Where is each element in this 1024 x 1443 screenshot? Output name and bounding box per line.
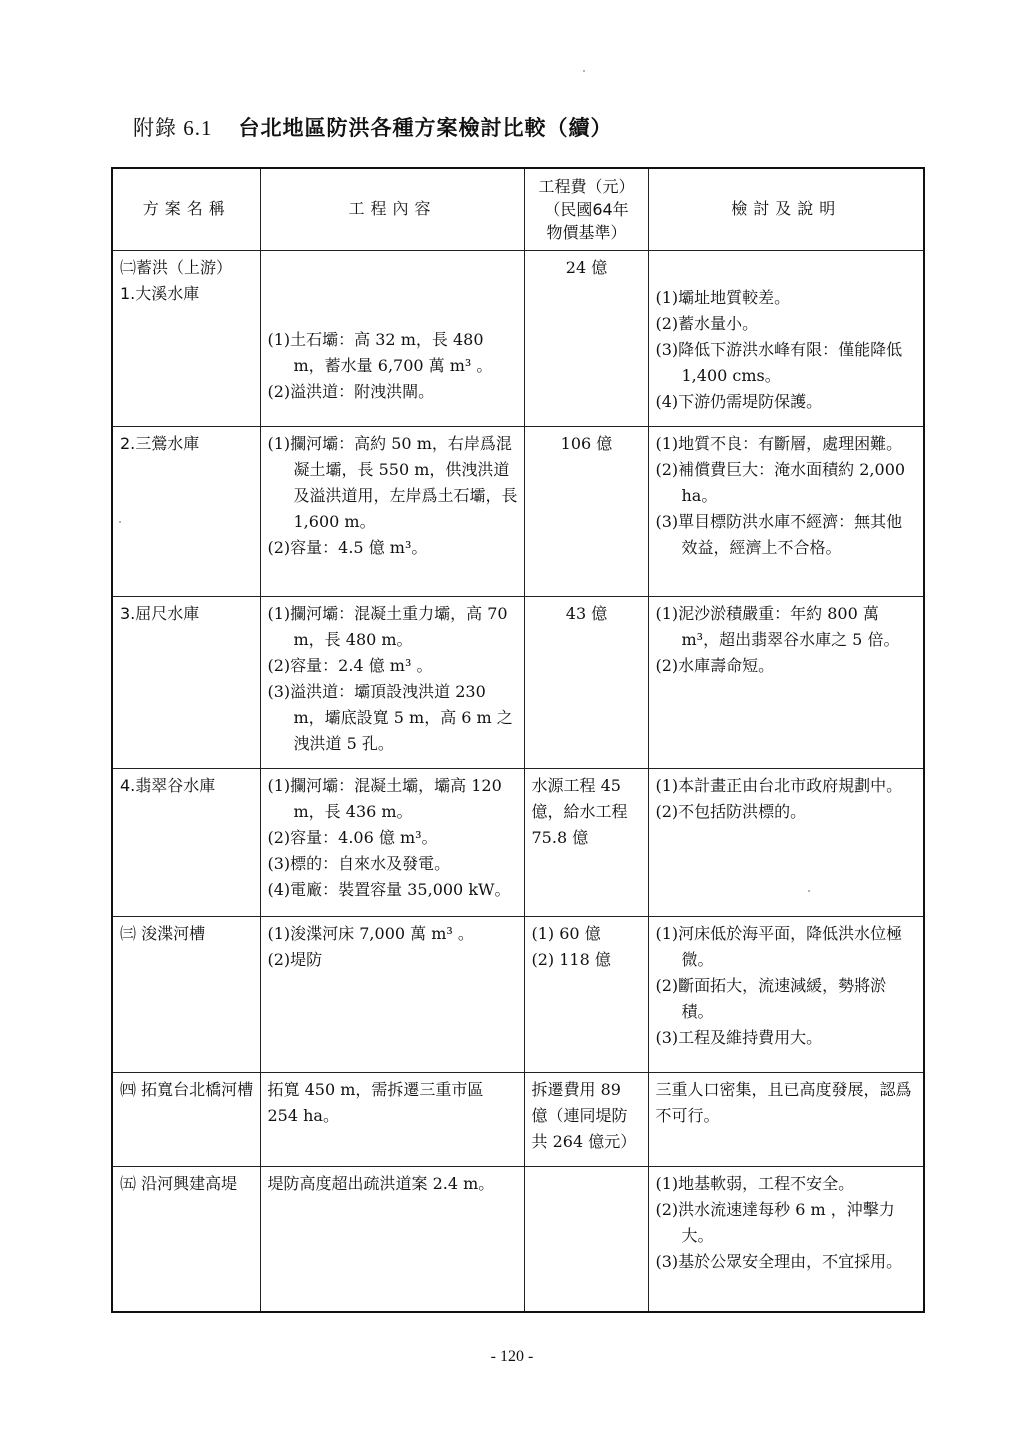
row-cost xyxy=(524,1072,648,1166)
row-review xyxy=(648,596,924,768)
review-item: (3)單目標防洪水庫不經濟：無其他效益，經濟上不合格。 xyxy=(655,511,903,557)
row-cost xyxy=(524,916,648,1072)
cost-value: 43 億 xyxy=(565,603,608,623)
row-content xyxy=(260,596,524,768)
row-name xyxy=(112,916,260,1072)
row-content xyxy=(260,768,524,916)
row-content xyxy=(260,916,524,1072)
content-item: (1)攔河壩：高約 50 m，右岸爲混凝土壩，長 550 m，供洩洪道及溢洪道用，左岸爲土石壩，長 1,600 m。 xyxy=(267,433,518,531)
content-item: (1)攔河壩：混凝土壩，壩高 120 m，長 436 m。 xyxy=(267,775,502,821)
review-item: (1)河床低於海平面，降低洪水位極微。 xyxy=(655,923,903,969)
review-item: (2)補償費巨大：淹水面積約 2,000 ha。 xyxy=(655,459,906,505)
scan-speck xyxy=(583,70,585,72)
scan-speck xyxy=(119,521,121,523)
table-row xyxy=(112,1072,924,1166)
review-item: (1)泥沙淤積嚴重：年約 800 萬 m³，超出翡翠谷水庫之 5 倍。 xyxy=(655,603,900,649)
row-name-line: 1.大溪水庫 xyxy=(120,283,200,303)
table-row xyxy=(112,596,924,768)
content-item: (2)容量：2.4 億 m³ 。 xyxy=(267,655,433,675)
row-review xyxy=(648,250,924,426)
table-row xyxy=(112,768,924,916)
row-review xyxy=(648,916,924,1072)
content-item: (2)溢洪道：附洩洪閘。 xyxy=(267,382,435,401)
header-cost xyxy=(524,168,648,250)
table-row xyxy=(112,426,924,596)
row-cost xyxy=(524,768,648,916)
row-name-line: ㈢ 浚渫河槽 xyxy=(120,923,206,943)
header-review: 檢討及說明 xyxy=(648,168,924,250)
row-review xyxy=(648,426,924,596)
row-content xyxy=(260,1166,524,1312)
table-row xyxy=(112,1166,924,1312)
content-item: (3)溢洪道：壩頂設洩洪道 230 m，壩底設寬 5 m，高 6 m 之洩洪道 5 孔。 xyxy=(267,681,513,753)
review-item: (1)壩址地質較差。 xyxy=(655,287,791,307)
content-item: (3)標的：自來水及發電。 xyxy=(267,853,451,873)
table-row xyxy=(112,916,924,1072)
review-item: (2)不包括防洪標的。 xyxy=(655,801,807,821)
header-row xyxy=(112,168,924,250)
page-title xyxy=(133,112,613,142)
row-content xyxy=(260,426,524,596)
header-name: 方案名稱 xyxy=(112,168,260,250)
review-item: (1)地質不良：有斷層，處理困難。 xyxy=(655,433,903,453)
cost-value: 106 億 xyxy=(560,433,613,453)
content-item: (2)容量：4.5 億 m³。 xyxy=(267,537,428,557)
header-content: 工程內容 xyxy=(260,168,524,250)
review-item: (1)本計畫正由台北市政府規劃中。 xyxy=(655,775,903,795)
row-name xyxy=(112,768,260,916)
review-item: (1)地基軟弱，工程不安全。 xyxy=(655,1173,855,1193)
row-name-line: 4.翡翠谷水庫 xyxy=(120,775,216,795)
comparison-table xyxy=(111,167,925,1313)
row-name-line: 3.屈尺水庫 xyxy=(120,603,200,623)
row-name xyxy=(112,426,260,596)
content-item: (2)容量：4.06 億 m³。 xyxy=(267,827,438,847)
row-name-line: ㈣ 拓寬台北橋河槽 xyxy=(120,1079,254,1099)
row-review xyxy=(648,1072,924,1166)
appendix-number: 附錄 6.1 xyxy=(133,116,213,140)
header-cost-line: （民國64年 xyxy=(544,199,629,219)
review-item: (2)洪水流速達每秒 6 m ，沖擊力大。 xyxy=(655,1199,895,1245)
row-cost xyxy=(524,1166,648,1312)
page-number: - 120 - xyxy=(490,1348,534,1365)
row-content xyxy=(260,1072,524,1166)
review-item: (2)蓄水量小。 xyxy=(655,313,759,333)
content-item: (1)土石壩：高 32 m，長 480 m，蓄水量 6,700 萬 m³ 。 xyxy=(267,330,493,375)
row-name xyxy=(112,1166,260,1312)
content-item: (1)攔河壩：混凝土重力壩，高 70 m，長 480 m。 xyxy=(267,603,508,649)
scan-speck xyxy=(808,890,810,892)
cost-value: (2) 118 億 xyxy=(531,949,611,969)
row-name xyxy=(112,250,260,426)
content-item: 堤防高度超出疏洪道案 2.4 m。 xyxy=(267,1173,495,1193)
header-cost-line: 工程費（元） xyxy=(538,176,635,196)
content-item: (2)堤防 xyxy=(267,949,323,969)
row-name-line: ㈤ 沿河興建高堤 xyxy=(120,1173,238,1193)
row-name xyxy=(112,1072,260,1166)
title-text: 台北地區防洪各種方案檢討比較（續） xyxy=(238,116,613,140)
header-cost-line: 物價基準） xyxy=(546,222,627,242)
table-row xyxy=(112,250,924,426)
row-name-line: 2.三鶯水庫 xyxy=(120,433,200,453)
review-item: (3)降低下游洪水峰有限：僅能降低 1,400 cms。 xyxy=(655,339,903,385)
cost-value: 拆遷費用 89 億（連同堤防共 264 億元） xyxy=(531,1079,637,1151)
content-item: (4)電廠：裝置容量 35,000 kW。 xyxy=(267,879,511,899)
row-content xyxy=(260,250,524,426)
row-review xyxy=(648,1166,924,1312)
review-item: (3)基於公眾安全理由，不宜採用。 xyxy=(655,1251,903,1271)
row-cost xyxy=(524,426,648,596)
review-item: (2)斷面拓大，流速減緩，勢將淤積。 xyxy=(655,975,887,1021)
cost-value: 水源工程 45 億，給水工程 75.8 億 xyxy=(531,775,628,847)
row-cost xyxy=(524,250,648,426)
row-name-line: ㈡蓄洪（上游） xyxy=(120,257,233,277)
cost-value: 24 億 xyxy=(565,257,608,277)
review-item: 三重人口密集，且已高度發展，認爲不可行。 xyxy=(655,1079,912,1125)
row-cost xyxy=(524,596,648,768)
review-item: (3)工程及維持費用大。 xyxy=(655,1027,823,1047)
review-item: (2)水庫壽命短。 xyxy=(655,655,775,675)
content-item: 拓寬 450 m，需拆遷三重市區 254 ha。 xyxy=(267,1079,484,1125)
row-review xyxy=(648,768,924,916)
cost-value: (1) 60 億 xyxy=(531,923,601,943)
review-item: (4)下游仍需堤防保護。 xyxy=(655,391,823,411)
content-item: (1)浚渫河床 7,000 萬 m³ 。 xyxy=(267,923,474,943)
row-name xyxy=(112,596,260,768)
